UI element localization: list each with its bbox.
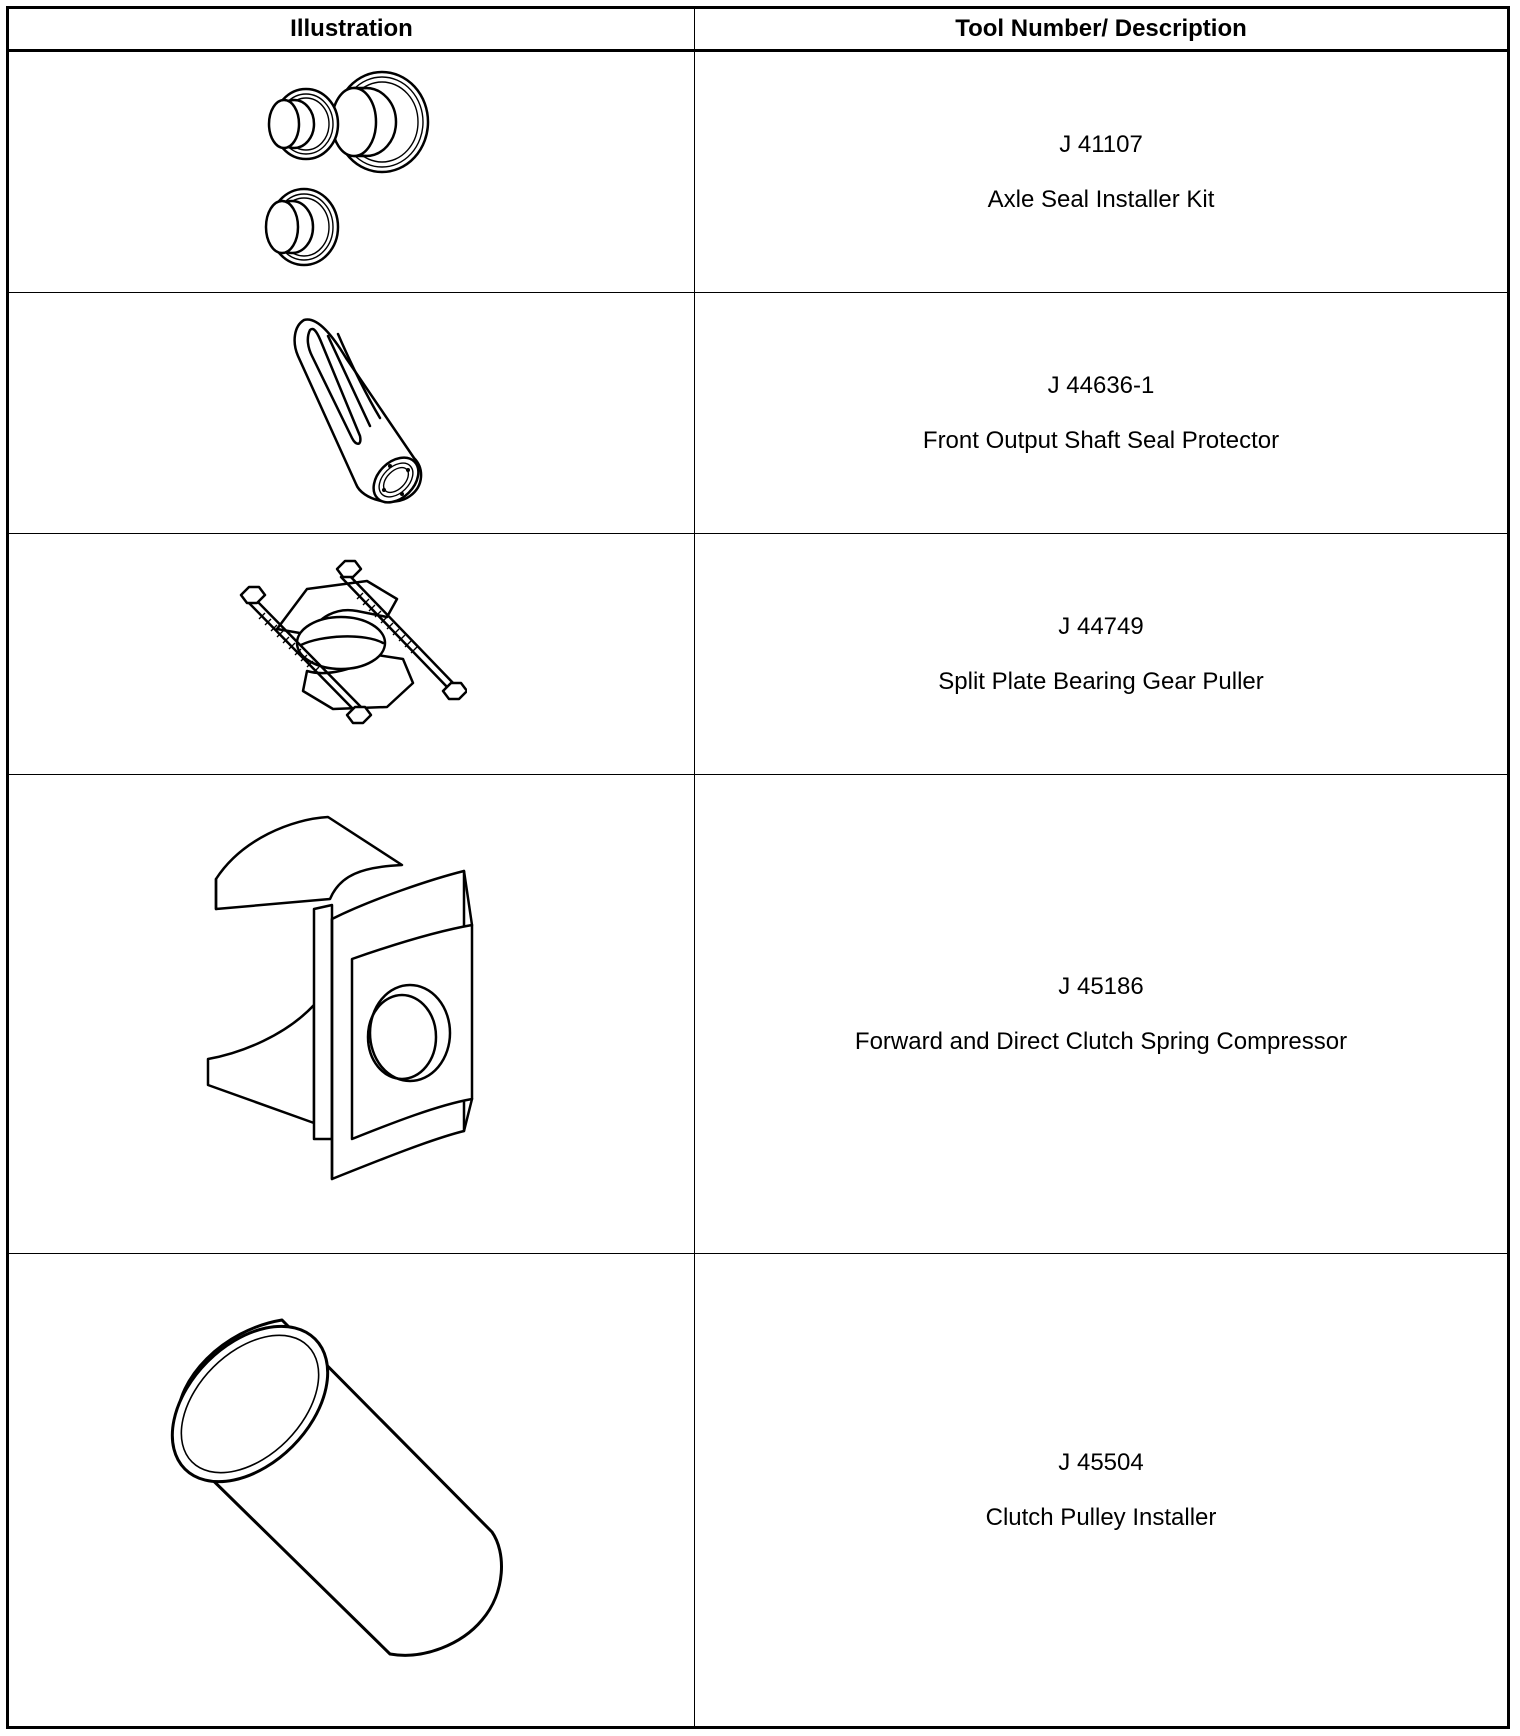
tool-description: Clutch Pulley Installer (985, 1503, 1217, 1531)
tool-description: Forward and Direct Clutch Spring Compressor (854, 1027, 1348, 1055)
axle-seal-installer-kit-illustration (242, 67, 462, 277)
tool-cell (695, 293, 1509, 534)
tool-table (6, 6, 1510, 1729)
header-row (8, 8, 1509, 51)
illustration-cell (8, 775, 695, 1254)
tool-number: J 44636-1 (1047, 371, 1155, 399)
illustration-cell (8, 293, 695, 534)
tool-cell (695, 1254, 1509, 1728)
tool-description-header: Tool Number/ Description (695, 8, 1509, 51)
split-plate-puller-illustration (237, 559, 467, 749)
table-row (8, 775, 1509, 1254)
table-row (8, 534, 1509, 775)
tool-number: J 45504 (1058, 1448, 1144, 1476)
tool-description: Front Output Shaft Seal Protector (922, 426, 1280, 454)
illustration-cell (8, 51, 695, 293)
tool-number: J 41107 (1059, 130, 1143, 158)
tool-number: J 44749 (1058, 612, 1144, 640)
illustration-cell (8, 534, 695, 775)
table-row (8, 293, 1509, 534)
illustration-cell (8, 1254, 695, 1728)
clutch-pulley-installer-illustration (162, 1300, 542, 1680)
tool-cell (695, 534, 1509, 775)
table-row (8, 51, 1509, 293)
tool-number: J 45186 (1058, 972, 1144, 1000)
tool-description: Axle Seal Installer Kit (987, 185, 1215, 213)
tool-cell (695, 51, 1509, 293)
table-row (8, 1254, 1509, 1728)
tool-description: Split Plate Bearing Gear Puller (938, 667, 1264, 695)
spring-compressor-illustration (202, 809, 502, 1219)
seal-protector-illustration (252, 308, 452, 518)
tool-cell (695, 775, 1509, 1254)
illustration-header: Illustration (8, 8, 695, 51)
